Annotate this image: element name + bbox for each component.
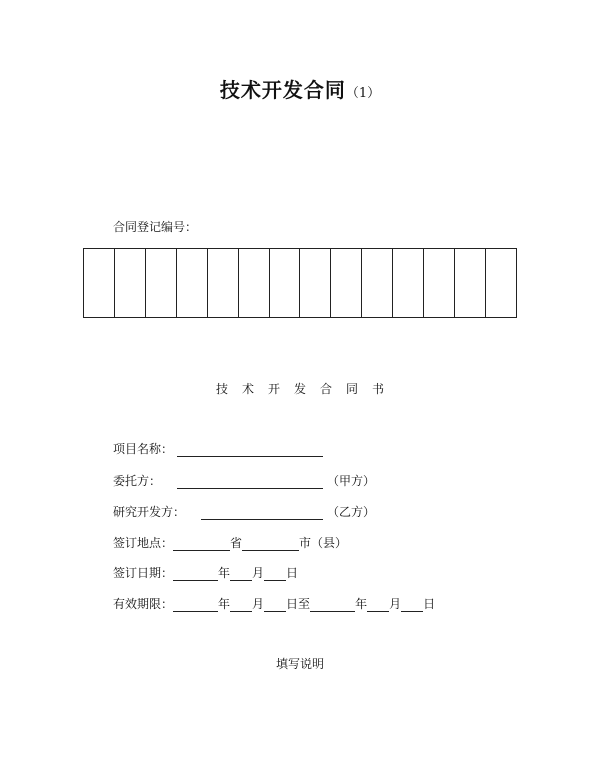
signing-year-blank[interactable]	[173, 567, 218, 581]
signing-year-label: 年	[218, 566, 231, 580]
document-subtitle: 技术开发合同书	[215, 382, 398, 396]
city-county-label: 市（县）	[299, 536, 348, 550]
project-name-row	[113, 440, 323, 457]
registration-number-cell[interactable]	[331, 249, 362, 317]
validity-end-month-label: 月	[389, 597, 402, 611]
registration-number-cell[interactable]	[208, 249, 239, 317]
client-row	[113, 472, 375, 489]
validity-start-year-label: 年	[218, 597, 231, 611]
validity-end-day-label: 日	[423, 597, 436, 611]
developer-suffix: （乙方）	[327, 505, 376, 519]
developer-row	[113, 503, 375, 520]
validity-end-year-label: 年	[355, 597, 368, 611]
registration-number-cell[interactable]	[362, 249, 393, 317]
document-title	[0, 74, 600, 103]
registration-number-cell[interactable]	[486, 249, 517, 317]
location-row	[113, 534, 347, 551]
validity-start-month-blank[interactable]	[230, 598, 252, 612]
signing-date-label: 签订日期：	[113, 566, 174, 580]
validity-start-day-blank[interactable]	[264, 598, 286, 612]
validity-row	[113, 595, 435, 612]
developer-blank[interactable]	[201, 506, 323, 520]
province-blank[interactable]	[173, 537, 230, 551]
registration-number-cell[interactable]	[455, 249, 486, 317]
validity-end-year-blank[interactable]	[310, 598, 355, 612]
signing-day-label: 日	[286, 566, 299, 580]
client-label: 委托方：	[113, 474, 162, 488]
registration-number-label: 合同登记编号：	[113, 220, 198, 234]
province-label: 省	[230, 536, 243, 550]
validity-day-to-label: 日至	[286, 597, 311, 611]
title-suffix: （1）	[345, 86, 381, 101]
registration-number-grid[interactable]	[83, 248, 517, 318]
signing-month-blank[interactable]	[230, 567, 252, 581]
filling-instructions-heading: 填写说明	[275, 657, 324, 671]
project-name-label: 项目名称：	[113, 442, 174, 456]
validity-start-year-blank[interactable]	[173, 598, 218, 612]
validity-end-month-blank[interactable]	[367, 598, 389, 612]
validity-label: 有效期限：	[113, 597, 174, 611]
registration-number-cell[interactable]	[146, 249, 177, 317]
registration-number-cell[interactable]	[424, 249, 455, 317]
location-label: 签订地点：	[113, 536, 174, 550]
client-suffix: （甲方）	[327, 474, 376, 488]
registration-number-cell[interactable]	[84, 249, 115, 317]
validity-end-day-blank[interactable]	[401, 598, 423, 612]
project-name-blank[interactable]	[177, 443, 323, 457]
registration-number-cell[interactable]	[177, 249, 208, 317]
client-blank[interactable]	[177, 475, 323, 489]
signing-date-row	[113, 564, 298, 581]
registration-number-cell[interactable]	[300, 249, 331, 317]
registration-number-cell[interactable]	[115, 249, 146, 317]
registration-number-cell[interactable]	[393, 249, 424, 317]
title-text: 技术开发合同	[219, 78, 346, 102]
city-blank[interactable]	[242, 537, 299, 551]
developer-label: 研究开发方：	[113, 505, 186, 519]
validity-start-month-label: 月	[252, 597, 265, 611]
signing-day-blank[interactable]	[264, 567, 286, 581]
registration-number-cell[interactable]	[270, 249, 301, 317]
signing-month-label: 月	[252, 566, 265, 580]
registration-number-cell[interactable]	[239, 249, 270, 317]
